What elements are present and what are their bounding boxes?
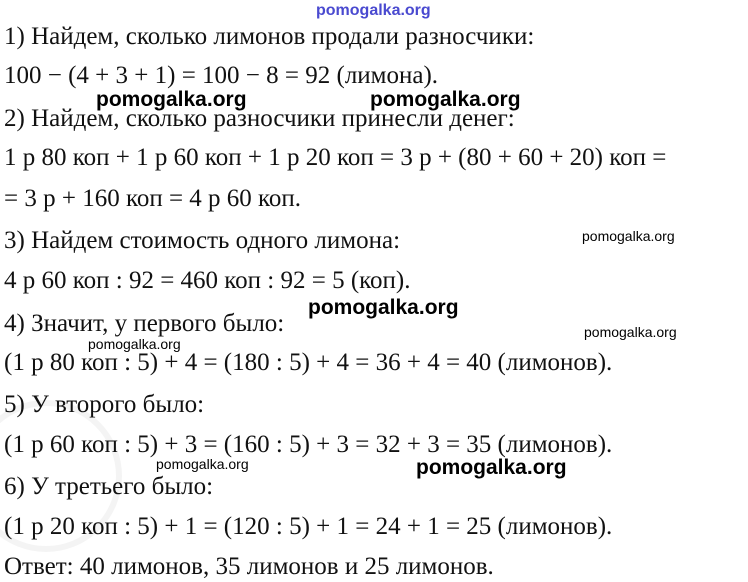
line-7: 4 р 60 коп : 92 = 460 коп : 92 = 5 (коп).: [4, 267, 411, 294]
line-5: = 3 р + 160 коп = 4 р 60 коп.: [4, 185, 302, 212]
watermark-4: pomogalka.org: [308, 296, 459, 319]
watermark-1: pomogalka.org: [96, 88, 247, 111]
watermark-5: pomogalka.org: [584, 324, 677, 340]
line-8: 4) Значит, у первого было:: [4, 310, 285, 337]
line-10: 5) У второго было:: [4, 391, 205, 418]
watermark-top: pomogalka.org: [316, 2, 431, 19]
line-2: 100 − (4 + 3 + 1) = 100 − 8 = 92 (лимона).: [4, 62, 439, 89]
line-12: 6) У третьего было:: [4, 473, 214, 500]
watermark-8: pomogalka.org: [416, 456, 567, 479]
line-1: 1) Найдем, сколько лимонов продали разносчики:: [4, 23, 535, 50]
line-6: 3) Найдем стоимость одного лимона:: [4, 227, 401, 254]
watermark-2: pomogalka.org: [370, 88, 521, 111]
line-4: 1 р 80 коп + 1 р 60 коп + 1 р 20 коп = 3 р + (80 + 60 + 20) коп =: [4, 144, 667, 171]
line-14: Ответ: 40 лимонов, 35 лимонов и 25 лимонов.: [4, 553, 494, 580]
watermark-6: pomogalka.org: [88, 336, 181, 352]
watermark-3: pomogalka.org: [582, 228, 675, 244]
watermark-7: pomogalka.org: [156, 456, 249, 472]
line-11: (1 р 60 коп : 5) + 3 = (160 : 5) + 3 = 32 + 3 = 35 (лимонов).: [4, 431, 613, 458]
line-3: 2) Найдем, сколько разносчики принесли денег:: [4, 105, 515, 132]
line-9: (1 р 80 коп : 5) + 4 = (180 : 5) + 4 = 36 + 4 = 40 (лимонов).: [4, 349, 613, 376]
line-13: (1 р 20 коп : 5) + 1 = (120 : 5) + 1 = 24 + 1 = 25 (лимонов).: [4, 513, 613, 540]
